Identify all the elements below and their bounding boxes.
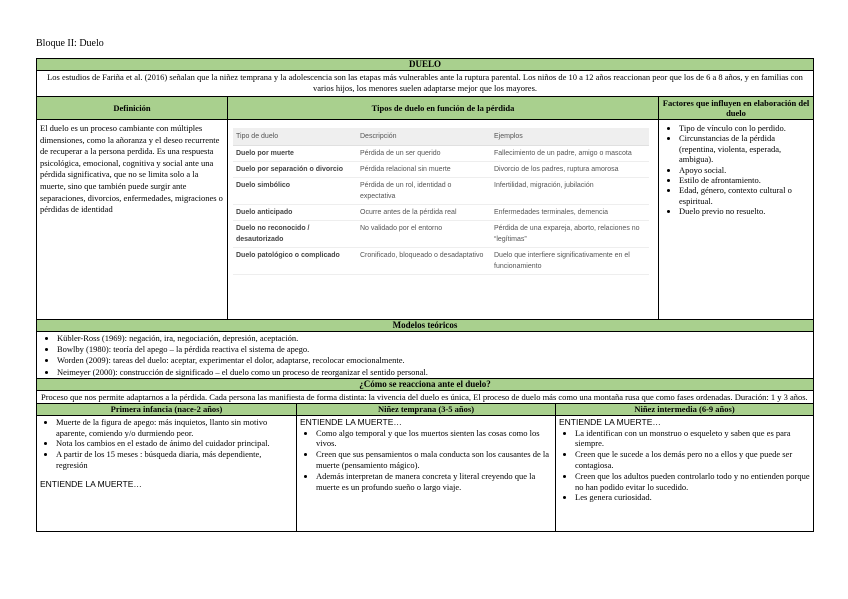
factors-column bbox=[659, 97, 813, 319]
list-item: • Kübler-Ross (1969): negación, ira, negociación, depresión, aceptación. bbox=[57, 333, 809, 344]
stage-list bbox=[559, 428, 810, 504]
stage-heading: Niñez temprana (3-5 años) bbox=[297, 404, 555, 416]
stage-list bbox=[300, 428, 552, 493]
type-description: Pérdida de un ser querido bbox=[357, 146, 491, 162]
list-item: • Tipo de vínculo con lo perdido. bbox=[679, 123, 809, 133]
list-item: • La identifican con un monstruo o esqueleto y saben que es para siempre. bbox=[575, 428, 810, 450]
list-item: • Creen que los adultos pueden controlarlo todo y no entienden porque no han podido evitar lo sucedido. bbox=[575, 471, 810, 493]
list-item: • A partir de los 15 meses : búsqueda diaria, más dependiente, regresión bbox=[56, 449, 293, 471]
type-examples: Fallecimiento de un padre, amigo o mascota bbox=[491, 146, 649, 162]
type-name: Duelo por separación o divorcio bbox=[233, 162, 357, 178]
type-name: Duelo patológico o complicado bbox=[233, 248, 357, 275]
list-item: • Como algo temporal y que los muertos sienten las cosas como los vivos. bbox=[316, 428, 552, 450]
models-list bbox=[37, 332, 813, 379]
intro-paragraph: Los estudios de Fariña et al. (2016) señalan que la niñez temprana y la adolescencia son las etapas más vulnerables ante la ruptura parental. Los niños de 10 a 12 años reaccionan peor que los de 6 a 8 años, y en familias con varios hijos, los menores suelen adaptarse mejor que los mayores. bbox=[37, 71, 813, 97]
list-item: • Además interpretan de manera concreta y literal creyendo que la muerte es un profundo sueño o largo viaje. bbox=[316, 471, 552, 493]
stage-primera-infancia bbox=[37, 404, 297, 531]
reaction-heading: ¿Cómo se reacciona ante el duelo? bbox=[37, 379, 813, 391]
reaction-text: Proceso que nos permite adaptarnos a la pérdida. Cada persona las manifiesta de forma distinta: la vivencia del duelo es única, El proceso de duelo más como una montaña rusa que como fases ordenadas. Duración: 1 y 3 años. bbox=[37, 391, 813, 404]
table-row bbox=[233, 162, 649, 178]
title-bar: DUELO bbox=[37, 59, 813, 71]
definition-column bbox=[37, 97, 228, 319]
type-examples: Divorcio de los padres, ruptura amorosa bbox=[491, 162, 649, 178]
list-item: • Nota los cambios en el estado de ánimo del cuidador principal. bbox=[56, 438, 293, 449]
type-description: No validado por el entorno bbox=[357, 221, 491, 248]
table-row bbox=[233, 205, 649, 221]
table-row bbox=[233, 178, 649, 205]
list-item: • Circunstancias de la pérdida (repentina, violenta, esperada, ambigua). bbox=[679, 133, 809, 164]
definition-types-factors-row bbox=[37, 97, 813, 320]
stage-heading: Primera infancia (nace-2 años) bbox=[37, 404, 296, 416]
stage-lead-text: ENTIENDE LA MUERTE… bbox=[300, 416, 402, 427]
types-heading: Tipos de duelo en función de la pérdida bbox=[228, 97, 658, 120]
list-item: • Apoyo social. bbox=[679, 165, 809, 175]
list-item: • Edad, género, contexto cultural o espiritual. bbox=[679, 185, 809, 206]
list-item: • Duelo previo no resuelto. bbox=[679, 206, 809, 216]
duelo-document-table bbox=[36, 58, 814, 532]
types-column bbox=[228, 97, 659, 319]
stage-lead-text: ENTIENDE LA MUERTE… bbox=[559, 416, 661, 427]
type-examples: Duelo que interfiere significativamente en el funcionamiento bbox=[491, 248, 649, 275]
type-description: Pérdida de un rol, identidad o expectativa bbox=[357, 178, 491, 205]
stage-heading: Niñez intermedia (6-9 años) bbox=[556, 404, 813, 416]
age-stages-row bbox=[37, 404, 813, 531]
type-name: Duelo anticipado bbox=[233, 205, 357, 221]
stage-ninez-temprana bbox=[297, 404, 556, 531]
type-examples: Pérdida de una expareja, aborto, relaciones no “legítimas” bbox=[491, 221, 649, 248]
models-heading: Modelos teóricos bbox=[37, 320, 813, 332]
list-item: • Neimeyer (2000): construcción de significado – el duelo como un proceso de reorganizar el sentido personal. bbox=[57, 367, 809, 378]
table-row bbox=[233, 221, 649, 248]
type-examples: Enfermedades terminales, demencia bbox=[491, 205, 649, 221]
table-row bbox=[233, 146, 649, 162]
list-item: • Bowlby (1980): teoría del apego – la pérdida reactiva el sistema de apego. bbox=[57, 344, 809, 355]
type-description: Pérdida relacional sin muerte bbox=[357, 162, 491, 178]
factors-heading: Factores que influyen en elaboración del duelo bbox=[659, 97, 813, 120]
col-header-tipo: Tipo de duelo bbox=[233, 128, 357, 146]
types-table bbox=[233, 128, 649, 275]
list-item: • Creen que sus pensamientos o mala conducta son los causantes de la muerte (pensamiento mágico). bbox=[316, 449, 552, 471]
type-name: Duelo por muerte bbox=[233, 146, 357, 162]
definition-text: El duelo es un proceso cambiante con múltiples dimensiones, como la añoranza y el deseo recurrente de recuperar a la persona perdida. Es una respuesta psicológica, emocional, cognitiva y social ante una pérdida significativa, que no se limita solo a la muerte, sino que también puede surgir ante separaciones, divorcios, enfermedades, migraciones o pérdidas de identidad bbox=[40, 123, 223, 215]
list-item: • Les genera curiosidad. bbox=[575, 492, 810, 503]
list-item: • Estilo de afrontamiento. bbox=[679, 175, 809, 185]
block-label: Bloque II: Duelo bbox=[36, 38, 104, 49]
type-name: Duelo no reconocido / desautorizado bbox=[233, 221, 357, 248]
stage-ninez-intermedia bbox=[556, 404, 813, 531]
col-header-descripcion: Descripción bbox=[357, 128, 491, 146]
list-item: • Creen que le sucede a los demás pero no a ellos y que puede ser contagiosa. bbox=[575, 449, 810, 471]
stage-list bbox=[40, 417, 293, 471]
col-header-ejemplos: Ejemplos bbox=[491, 128, 649, 146]
definition-heading: Definición bbox=[37, 97, 227, 120]
type-description: Cronificado, bloqueado o desadaptativo bbox=[357, 248, 491, 275]
list-item: • Muerte de la figura de apego: más inquietos, llanto sin motivo aparente, comiendo y/o durmiendo peor. bbox=[56, 417, 293, 439]
type-name: Duelo simbólico bbox=[233, 178, 357, 205]
table-row bbox=[233, 248, 649, 275]
type-examples: Infertilidad, migración, jubilación bbox=[491, 178, 649, 205]
types-table-header-row bbox=[233, 128, 649, 146]
stage-footer-text: ENTIENDE LA MUERTE… bbox=[40, 478, 142, 489]
type-description: Ocurre antes de la pérdida real bbox=[357, 205, 491, 221]
factors-list bbox=[659, 120, 813, 217]
list-item: • Worden (2009): tareas del duelo: aceptar, experimentar el dolor, adaptarse, recolocar emocionalmente. bbox=[57, 355, 809, 366]
